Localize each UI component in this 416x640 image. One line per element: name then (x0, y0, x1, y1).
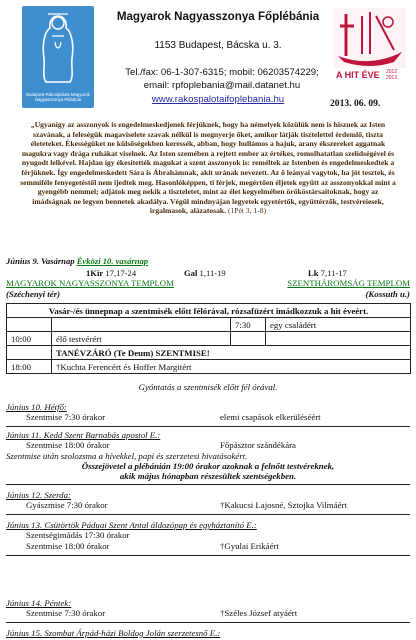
bulletin-date: 2013. 06. 09. (330, 98, 381, 109)
email-line: email: rpfoplebania@mail.datanet.hu (143, 80, 301, 91)
church-left: MAGYAROK NAGYASSZONYA TEMPLOM (6, 278, 174, 288)
day-tuesday (6, 430, 410, 485)
divider (6, 514, 410, 515)
sunday-label: Június 9. Vasárnap (6, 256, 75, 266)
day-monday (6, 402, 410, 427)
tuesday-bold-note-1: Összejövetel a plébánián 19:00 órakor azoknak a felnőtt testvéreknek, (81, 461, 335, 471)
day-title: Június 13. Csütörtök Páduai Szent Antal áldozópap és egyháztanító E.: (6, 520, 257, 530)
list-item: Szentmise 7:30 órakor †Széles József atyáért (26, 608, 298, 618)
year-of-faith-logo (332, 6, 408, 86)
quote-text: „Ugyanígy az asszonyok is engedelmeskedjenek férjüknek, hogy ha némelyek közülük nem is hisznek az Isten szavának, a feleségük magaviselete szavak nélkül is megnyerje őket, amikor látják tisztelettel érdemlő, tiszta életeteket. Ékességüket ne külsőségekben keressék, abban, hogy hullámos a hajuk, arany ékszereket aggatnak magukra vagy drága ruhákat viselnek. Az Isten szemében a rejtett ember az értékes, romolhatatlan szelídségével és nyugodt lelkével. Hajdan így ékesítették magukat a szent asszonyok is: reméltek az Istenben és engedelmeskedtek a férjüknek. Így engedelmeskedett Sára is Ábrahámnak, akit urának nevezett. Az ő leányai vagytok, ha jót tesztek, és semmiféle fenyegetéstől nem ijedtek meg. Hasonlóképpen, ti férjek, megértően éljetek együtt az asszonyokkal mint a gyengébb nemmel; adjátok meg nekik a tiszteletet, mint az élet kegyelmében örököstársaitoknak, hogy az imádságnak ne legyen bennetek akadálya. Végül mindnyájan legyetek egyetértők, együttérzők, testvéreiesek, irgalmasok, alázatosak. (20, 120, 396, 216)
logo-caption: Budapest-Rákospalota Magyarok Nagyasszonya Plébánia (26, 91, 90, 102)
sunday-liturgical-name: Évközi 10. vasárnap (76, 256, 149, 266)
year-of-faith-label: A HIT ÉVE (336, 70, 380, 80)
day-friday (6, 598, 410, 623)
list-item: Gyászmise 7:30 órakor †Kakucsi Lajosné, Sztojka Vilmáért (26, 500, 347, 510)
reading-2: Gal 1,11-19 (184, 268, 226, 278)
confession-note: Gyóntatás a szentmisék előtt fél órával. (138, 382, 278, 392)
quote-reference: (1Pét 3, 1-8) (227, 206, 267, 216)
list-item: Szentségimádás 17:30 órakor (26, 530, 130, 540)
parish-address: 1153 Budapest, Bácska u. 3. (154, 40, 282, 51)
day-title: Június 11. Kedd Szent Barnabás apostol E.: (6, 430, 161, 440)
divider (6, 622, 410, 623)
list-item: Szentmise 7:30 órakor elemi csapások elkerüléséért (26, 412, 321, 422)
divider (6, 484, 410, 485)
day-title: Június 12. Szerda: (6, 490, 71, 500)
table-row: 10:00 élő testvérért (7, 332, 411, 346)
table-row: 7:30 egy családért (7, 318, 411, 332)
day-thursday (6, 520, 410, 556)
day-title: Június 14. Péntek: (6, 598, 72, 608)
parish-title: Magyarok Nagyasszonya Főplébánia (116, 10, 320, 23)
table-row: TANÉVZÁRÓ (Te Deum) SZENTMISE! (7, 346, 411, 360)
reading-3: Lk 7,11-17 (308, 268, 347, 278)
street-left: (Széchenyi tér) (6, 289, 60, 299)
day-title: Június 15. Szombat Árpád-házi Boldog Jolán szerzetesnő E.: (6, 628, 221, 638)
boat-cross-icon (332, 6, 408, 70)
day-wednesday (6, 490, 410, 515)
church-right: SZENTHÁROMSÁG TEMPLOM (287, 278, 410, 288)
website-link[interactable]: www.rakospalotaifoplebania.hu (151, 94, 285, 105)
sunday-heading (6, 256, 410, 266)
schedule-header: Vasár-/és ünnepnap a szentmisék előtt félórával, rózsafüzért imádkozzuk a hit éveért. (7, 304, 411, 318)
divider (6, 426, 410, 427)
street-right: (Kossuth u.) (365, 289, 410, 299)
tuesday-note: Szentmise után szolozsma a hívekkel, papi és szerzetesi hivatásokért. (6, 451, 248, 461)
reading-1: 1Kir 17,17-24 (86, 268, 137, 278)
day-saturday (6, 628, 410, 638)
phone-line: Tel./fax: 06-1-307-6315; mobil: 06203574229; (125, 67, 319, 78)
sunday-schedule-table (6, 303, 411, 374)
divider (6, 555, 410, 556)
table-row (7, 304, 411, 318)
list-item: Szentmise 18:00 órakor Főpásztor szándékára (26, 440, 296, 450)
day-title: Június 10. Hétfő: (6, 402, 67, 412)
year-of-faith-years: 2012 2013 (386, 69, 398, 81)
list-item: Szentmise 18:00 órakor †Gyulai Erikáért (26, 541, 279, 551)
contact-info (112, 66, 332, 92)
tuesday-bold-note-2: akik május hónapban részesültek szentségekben. (119, 471, 297, 481)
parish-logo (22, 6, 94, 108)
table-row: 18:00 †Kuchta Ferencért és Hoffer Margitért (7, 360, 411, 374)
scripture-quote (18, 120, 398, 216)
